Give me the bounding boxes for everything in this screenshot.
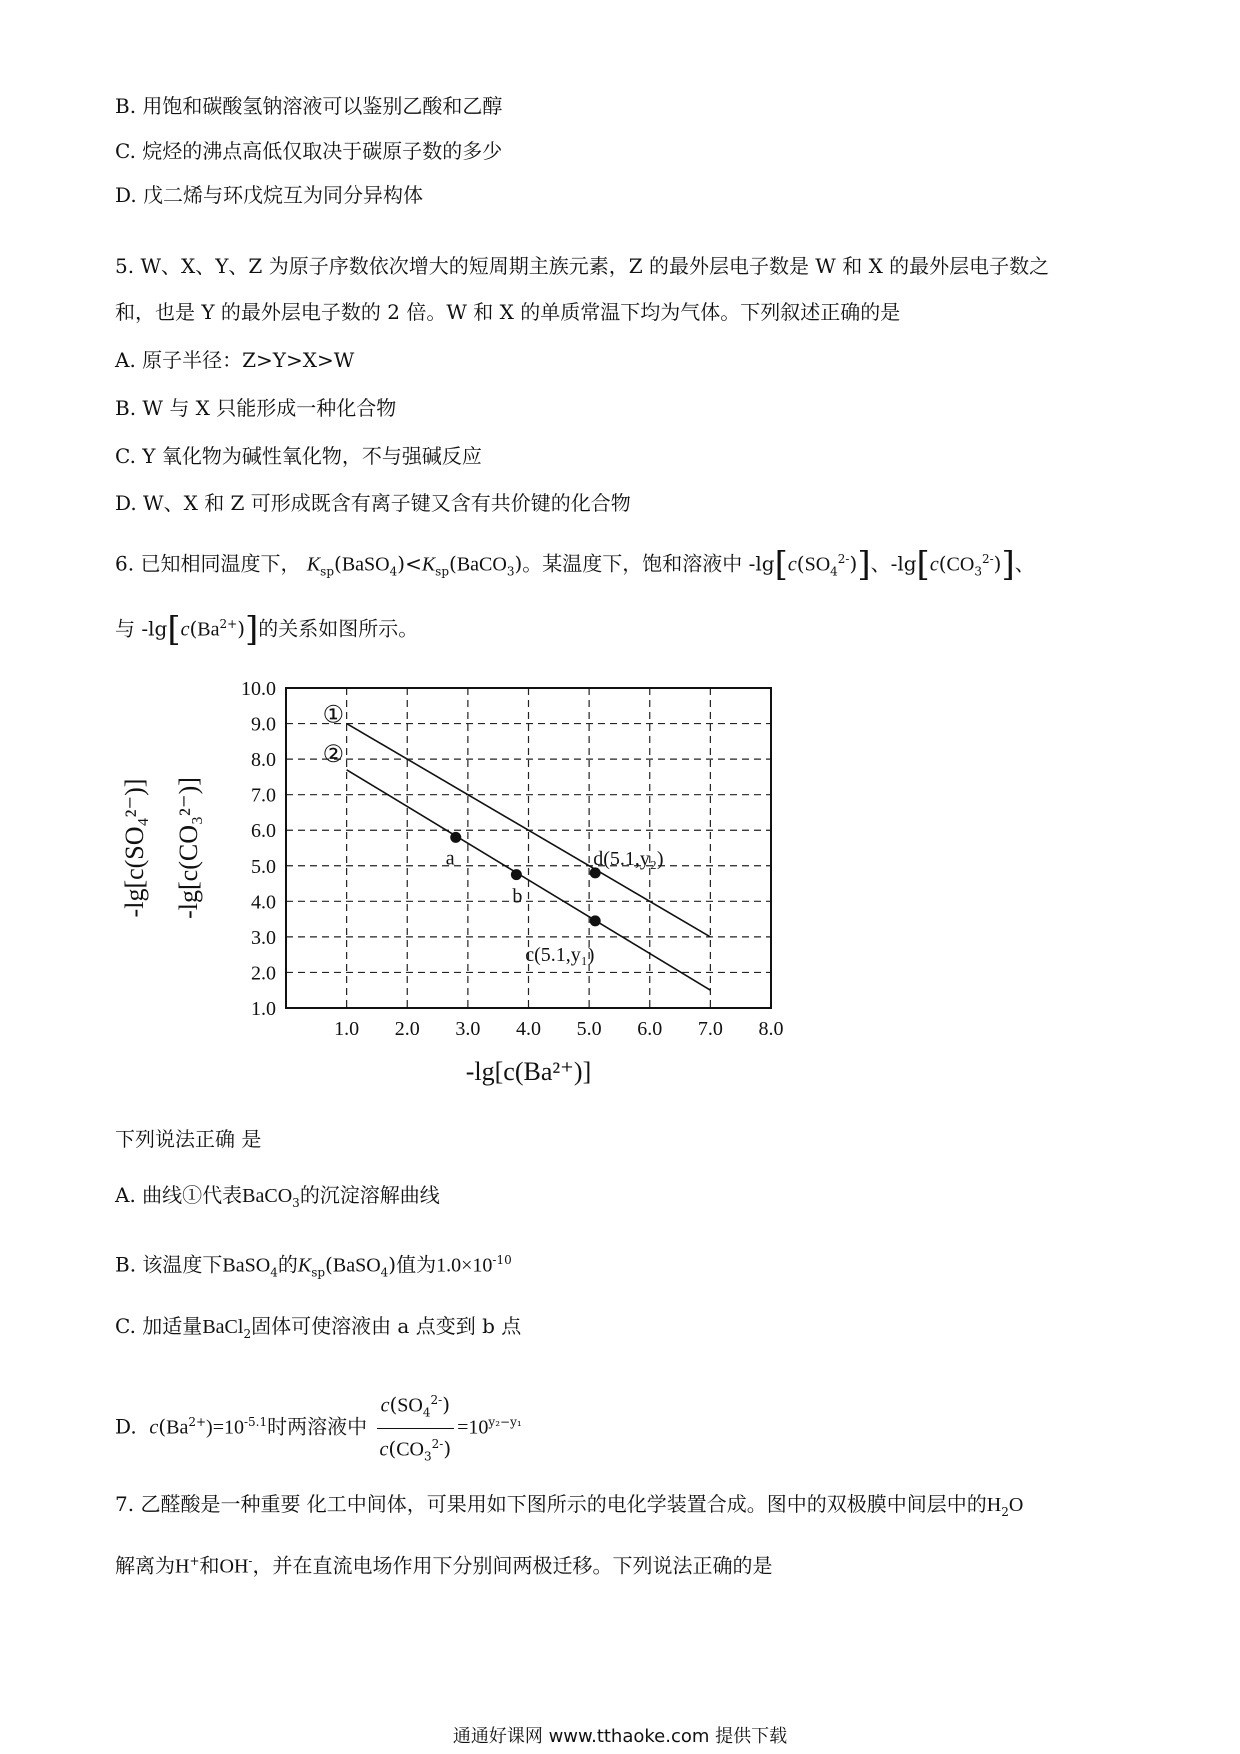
series-label-2: ②: [322, 741, 345, 768]
q6-d-exp: -5.1: [243, 1415, 268, 1429]
q7-oh: OH: [219, 1555, 249, 1578]
x-axis-label: -lg[c(Ba²⁺)]: [465, 1057, 592, 1086]
q6-sep: 、-lg: [870, 551, 917, 576]
frac-num-so4: SO: [397, 1394, 423, 1417]
series-label-1: ①: [322, 702, 345, 729]
q6-d-c: c: [149, 1416, 159, 1439]
q6-option-a: [115, 1183, 440, 1215]
q5-stem-line1: 5. W、X、Y、Z 为原子序数依次增大的短周期主族元素，Z 的最外层电子数是 W 和 X 的最外层电子数之: [115, 254, 1050, 278]
q6-text-2: 。某温度下，饱和溶液中 -lg: [522, 551, 775, 576]
q6-stem-line1: 6. 已知相同温度下， $K_{sp}(BaSO_4)<K_{sp}(BaCO_3)$。某温度下，饱和溶液中 $-\lg[c(SO_4^{2-})]$、$-\lg[c(CO_3^{2-})]$、: [115, 544, 1035, 585]
q5-option-a: A. 原子半径：Z>Y>X>W: [115, 348, 355, 372]
q7-oh-sup: -: [248, 1554, 253, 1568]
y-tick-label: 8.0: [251, 749, 276, 772]
x-tick-label: 6.0: [637, 1018, 663, 1040]
q6-d-fraction: $\frac{c(SO_4^{2-})}{c(CO_3^{2-})}$: [375, 1385, 455, 1471]
q5-option-c: C. Y 氧化物为碱性氧化物，不与强碱反应: [115, 444, 482, 468]
q7-text-3: ，并在直流电场作用下分别间两极迁移。下列说法正确的是: [252, 1553, 773, 1578]
y-tick-label: 6.0: [251, 820, 276, 843]
q6-b-ksp-sub: sp: [311, 1265, 326, 1280]
q6-c-formula: BaCl: [202, 1316, 244, 1338]
q6-a-formula: BaCO: [242, 1185, 293, 1207]
y-tick-label: 1.0: [251, 998, 276, 1020]
frac-num-c: c: [380, 1394, 390, 1417]
q4-option-b: B. 用饱和碳酸氢钠溶液可以鉴别乙酸和乙醇: [115, 94, 503, 118]
q7-hplus-sup: +: [189, 1554, 200, 1568]
ksp-symbol: K: [306, 553, 321, 576]
data-point-c: [590, 915, 601, 926]
y-tick-label: 3.0: [251, 926, 276, 949]
co3-sup: 2-: [981, 552, 994, 566]
frac-den-sub: 3: [423, 1449, 432, 1464]
baco3-sub: 3: [506, 564, 515, 579]
conc-c-3: c: [180, 618, 190, 641]
q7-text-2: 解离为: [115, 1553, 175, 1578]
y-tick-label: 10.0: [241, 678, 276, 700]
q5-option-b: B. W 与 X 只能形成一种化合物: [115, 396, 397, 420]
so4-sup: 2-: [837, 552, 850, 566]
x-tick-label: 7.0: [697, 1018, 723, 1040]
q4-option-d: D. 戊二烯与环戊烷互为同分异构体: [115, 183, 424, 207]
q6-c-pre: C. 加适量: [115, 1314, 203, 1338]
q6-b-mid: 的: [277, 1252, 298, 1277]
co3-ion: CO: [946, 553, 975, 576]
frac-den-c: c: [379, 1438, 389, 1461]
frac-num-sup: 2-: [430, 1393, 443, 1407]
q6-b-pre: B. 该温度下: [115, 1252, 223, 1277]
baso4-formula: BaSO: [341, 553, 390, 576]
x-tick-label: 3.0: [455, 1018, 481, 1040]
data-point-a: [450, 832, 461, 843]
q6-c-post: 固体可使溶液由 a 点变到 b 点: [251, 1314, 522, 1338]
x-tick-label: 2.0: [394, 1018, 420, 1040]
q6-a-post: 的沉淀溶解曲线: [299, 1183, 440, 1207]
q7-h-sub: 2: [1001, 1505, 1009, 1519]
ksp-sub: sp: [320, 564, 334, 579]
conc-c: c: [787, 553, 797, 576]
q6-b-ksp: K: [297, 1254, 312, 1277]
point-label-b: b: [512, 885, 523, 908]
x-tick-label: 1.0: [334, 1018, 360, 1040]
baco3-formula: BaCO: [456, 553, 507, 576]
q6-b-val: 值为: [396, 1252, 437, 1277]
y-tick-label: 4.0: [251, 891, 276, 914]
q7-line2: [115, 1549, 772, 1579]
q7-and: 和: [199, 1553, 220, 1578]
y-tick-label: 7.0: [251, 784, 276, 807]
so4-sub: 4: [830, 564, 838, 579]
x-tick-label: 8.0: [758, 1018, 784, 1040]
y-tick-label: 5.0: [251, 855, 276, 878]
ksp-sub-2: sp: [435, 564, 450, 579]
q6-b-sub: 4: [270, 1265, 278, 1280]
q4-option-c: C. 烷烃的沸点高低仅取决于碳原子数的多少: [115, 139, 503, 163]
q7-h: H: [986, 1494, 1002, 1516]
ksp-symbol-2: K: [421, 553, 436, 576]
frac-den-sup: 2-: [431, 1436, 444, 1451]
q6-b-exp: -10: [492, 1253, 512, 1267]
q6-b-formula: BaSO: [222, 1254, 271, 1277]
q5-stem-line2: 和，也是 Y 的最外层电子数的 2 倍。W 和 X 的单质常温下均为气体。下列叙述正确的是: [115, 300, 901, 324]
q6-b-sub-2: 4: [380, 1265, 389, 1280]
frac-den-co3: CO: [396, 1438, 424, 1461]
q6-option-c: [115, 1314, 521, 1346]
q5-option-d: D. W、X 和 Z 可形成既含有离子键又含有共价键的化合物: [115, 491, 631, 515]
q6-text-4: 与 -lg: [115, 616, 168, 641]
q7-hplus: H: [175, 1555, 190, 1578]
so4-ion: SO: [804, 553, 831, 576]
q6-a-sub: 3: [292, 1196, 300, 1210]
frac-num-sub: 4: [422, 1405, 431, 1420]
page-footer: 通通好课网 www.tthaoke.com 提供下载: [452, 1726, 788, 1747]
data-point-b: [511, 869, 522, 880]
q6-d-eq2: =10: [457, 1416, 489, 1439]
point-label-c: c(5.1,y₁): [525, 943, 595, 966]
q6-text-1: 已知相同温度下，: [140, 551, 301, 576]
q6-b-num: 1.0×10: [436, 1254, 493, 1277]
ba-ion: Ba: [197, 618, 220, 641]
y-axis-label-so4: -lg[c(SO₄²⁻)]: [120, 778, 149, 918]
q6-b-formula-2: BaSO: [332, 1254, 381, 1277]
q6-a-pre: A. 曲线①代表: [115, 1183, 243, 1207]
point-label-a: a: [445, 847, 455, 870]
q6-d-pre: D.: [115, 1414, 137, 1439]
conc-c-2: c: [929, 553, 939, 576]
y-axis-label-co3: -lg[c(CO₃²⁻)]: [174, 777, 203, 919]
x-tick-label: 5.0: [576, 1018, 602, 1040]
q6-option-b: B. 该温度下BaSO$_4$的$K_{sp}(BaSO_4)$值为$1.0\times 10^{-10}$: [115, 1252, 512, 1280]
q6-d-ba: Ba: [166, 1416, 189, 1439]
baso4-sub: 4: [389, 564, 398, 579]
co3-sub: 3: [974, 564, 982, 579]
q6-option-d: D. $c(Ba^{2+})=10^{-5.1}$时两溶液中 $\frac{c(SO_4^{2-})}{c(CO_3^{2-})}$ $=10^{y_2-y_1}$: [115, 1385, 522, 1471]
q6-d-exp2: y₂−y₁: [488, 1415, 522, 1429]
q6-d-eq: )=10: [206, 1416, 244, 1439]
q6-after-chart: 下列说法正确 是: [115, 1127, 262, 1151]
solubility-chart: [115, 672, 835, 1112]
q6-number: 6.: [115, 551, 135, 576]
point-label-d: d(5.1,y₂): [593, 847, 664, 870]
q7-o: O: [1008, 1494, 1024, 1516]
q7-text-1: 7. 乙醛酸是一种重要 化工中间体，可果用如下图所示的电化学装置合成。图中的双极膜中间层中的: [115, 1492, 987, 1516]
q6-text-5: 的关系如图所示。: [258, 616, 419, 641]
y-tick-label: 9.0: [251, 713, 276, 736]
q6-c-sub: 2: [243, 1327, 252, 1341]
q6-d-ba-sup: 2+: [188, 1415, 207, 1429]
q6-d-mid: 时两溶液中: [267, 1414, 368, 1439]
q6-stem-line2: 与 $-\lg[c(Ba^{2+})]$的关系如图所示。: [115, 609, 419, 650]
q6-text-3: 、: [1014, 551, 1035, 576]
y-tick-label: 2.0: [251, 962, 276, 985]
less-than: <: [405, 551, 422, 576]
x-tick-label: 4.0: [516, 1018, 541, 1040]
q7-line1: [115, 1492, 1023, 1524]
ba-sup: 2+: [219, 617, 238, 631]
